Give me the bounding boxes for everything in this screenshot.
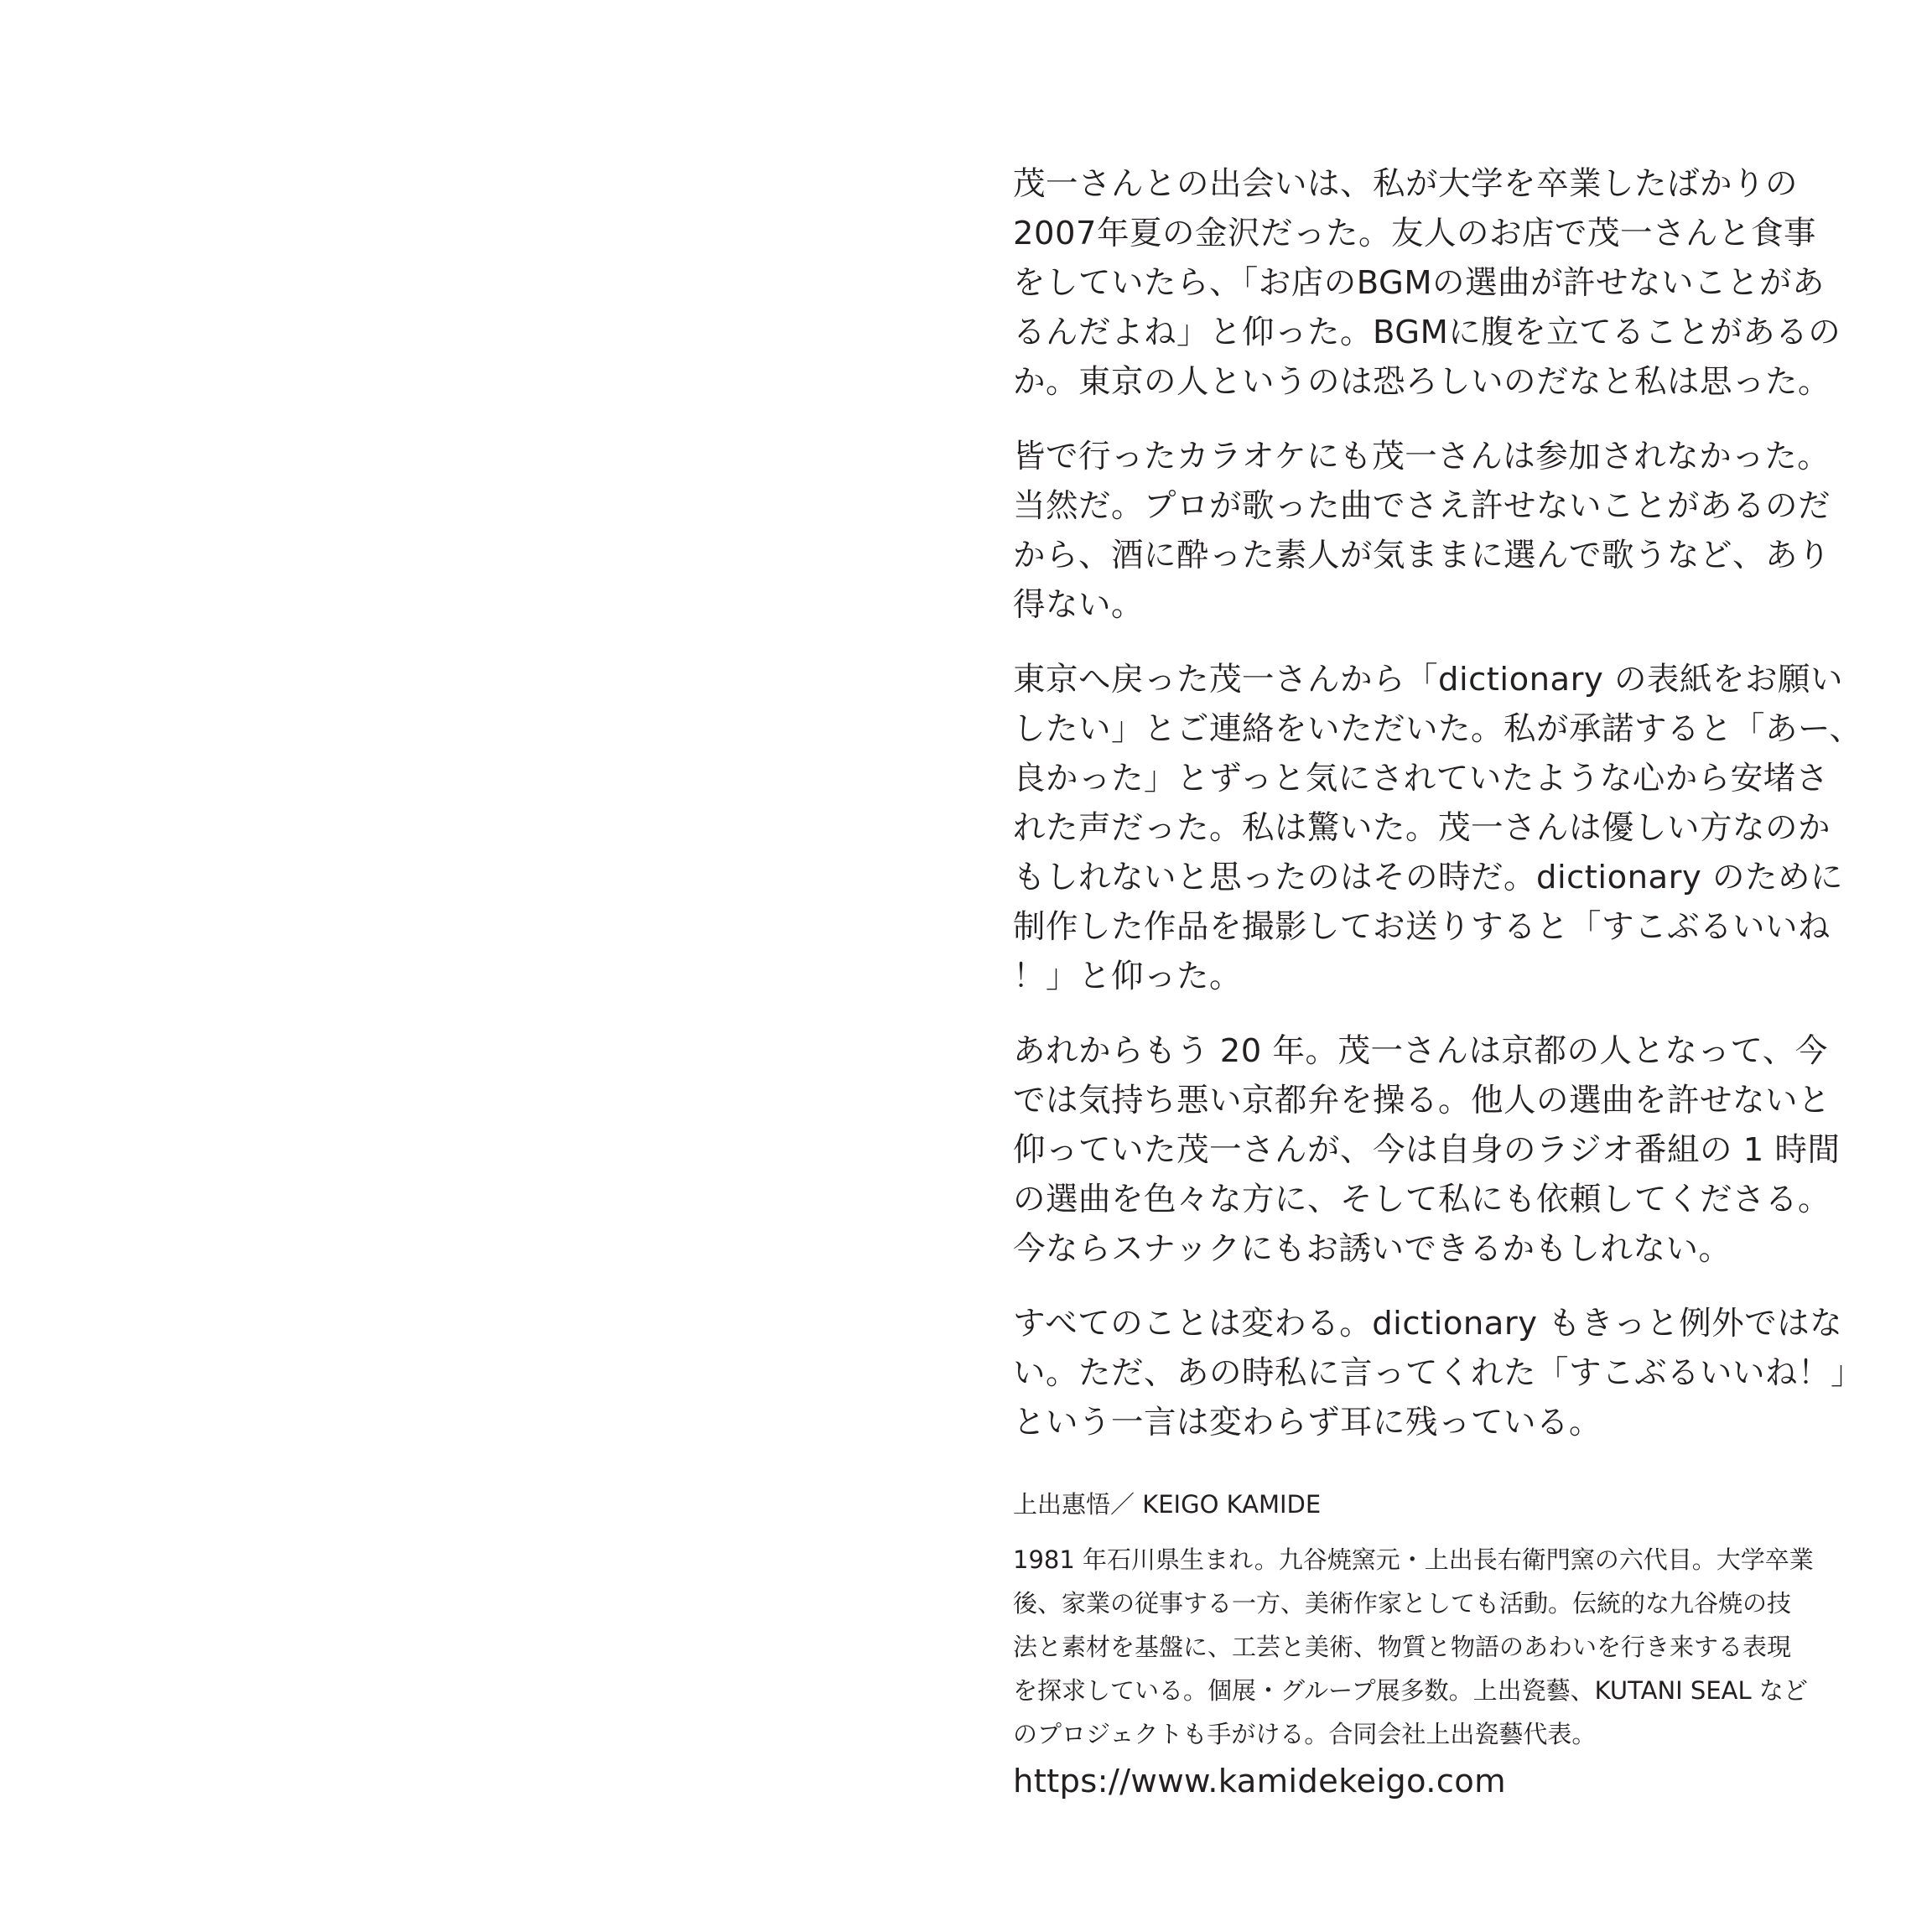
bio-line: のプロジェクトも手がける。合同会社上出瓷藝代表。 [1013,1720,1597,1748]
essay-paragraph-5 [1013,1299,1864,1447]
essay-line: 今ならスナックにもお誘いできるかもしれない。 [1013,1230,1732,1268]
essay-line: 得ない。 [1013,586,1145,624]
text-column [1013,159,1864,1805]
essay-line: 良かった」とずっと気にされていたような心から安堵さ [1013,760,1829,797]
essay-paragraph-4 [1013,1026,1843,1274]
essay-line: か。東京の人というのは恐ろしいのだなと私は思った。 [1013,363,1831,401]
essay-paragraph-1 [1013,159,1843,407]
essay-line: の選曲を色々な方に、そして私にも依頼してくださる。 [1013,1181,1831,1218]
essay-line: い。ただ、あの時私に言ってくれた「すこぶるいいね！」 [1013,1354,1864,1392]
essay-line: したい」とご連絡をいただいた。私が承諾すると「あー、 [1013,710,1862,748]
essay-line: 制作した作品を撮影してお送りすると「すこぶるいいね [1013,908,1831,946]
essay-line: から、酒に酔った素人が気ままに選んで歌うなど、あり [1013,537,1831,574]
essay-line: 当然だ。プロが歌った曲でさえ許せないことがあるのだ [1013,487,1831,525]
essay-line: れた声だった。私は驚いた。茂一さんは優しい方なのか [1013,809,1831,847]
essay-line: 仰っていた茂一さんが、今は自身のラジオ番組の 1 時間 [1013,1131,1841,1169]
essay-line: もしれないと思ったのはその時だ。dictionary のために [1013,859,1843,896]
essay-line: ！」と仰った。 [1013,958,1243,995]
essay-line: をしていたら、「お店のBGMの選曲が許せないことがあ [1013,264,1826,302]
bio-line: を探求している。個展・グループ展多数。上出瓷藝、KUTANI SEAL など [1013,1676,1808,1705]
essay-paragraph-3 [1013,655,1862,1001]
essay-line: という一言は変わらず耳に残っている。 [1013,1404,1602,1441]
essay-line: では気持ち悪い京都弁を操る。他人の選曲を許せないと [1013,1082,1831,1119]
essay-paragraph-2 [1013,432,1843,630]
author-bio [1013,1538,1843,1756]
essay-line: 2007年夏の金沢だった。友人のお店で茂一さんと食事 [1013,215,1816,252]
essay-line: すべてのことは変わる。dictionary もきっと例外ではな [1013,1305,1843,1343]
essay-line: 皆で行ったカラオケにも茂一さんは参加されなかった。 [1013,438,1831,475]
author-name: 上出惠悟／ KEIGO KAMIDE [1013,1490,1322,1519]
essay-line: 茂一さんとの出会いは、私が大学を卒業したばかりの [1013,165,1799,203]
bio-line: 法と素材を基盤に、工芸と美術、物質と物語のあわいを行き来する表現 [1013,1633,1792,1661]
author-website-link[interactable]: https://www.kamidekeigo.com [1013,1763,1506,1800]
essay-line: 東京へ戻った茂一さんから「dictionary の表紙をお願い [1013,661,1843,699]
bio-line: 後、家業の従事する一方、美術作家としても活動。伝統的な九谷焼の技 [1013,1589,1792,1618]
bio-line: 1981 年石川県生まれ。九谷焼窯元・上出長右衛門窯の六代目。大学卒業 [1013,1545,1814,1574]
essay-line: るんだよね」と仰った。BGMに腹を立てることがあるの [1013,314,1841,351]
essay-line: あれからもう 20 年。茂一さんは京都の人となって、今 [1013,1032,1828,1070]
